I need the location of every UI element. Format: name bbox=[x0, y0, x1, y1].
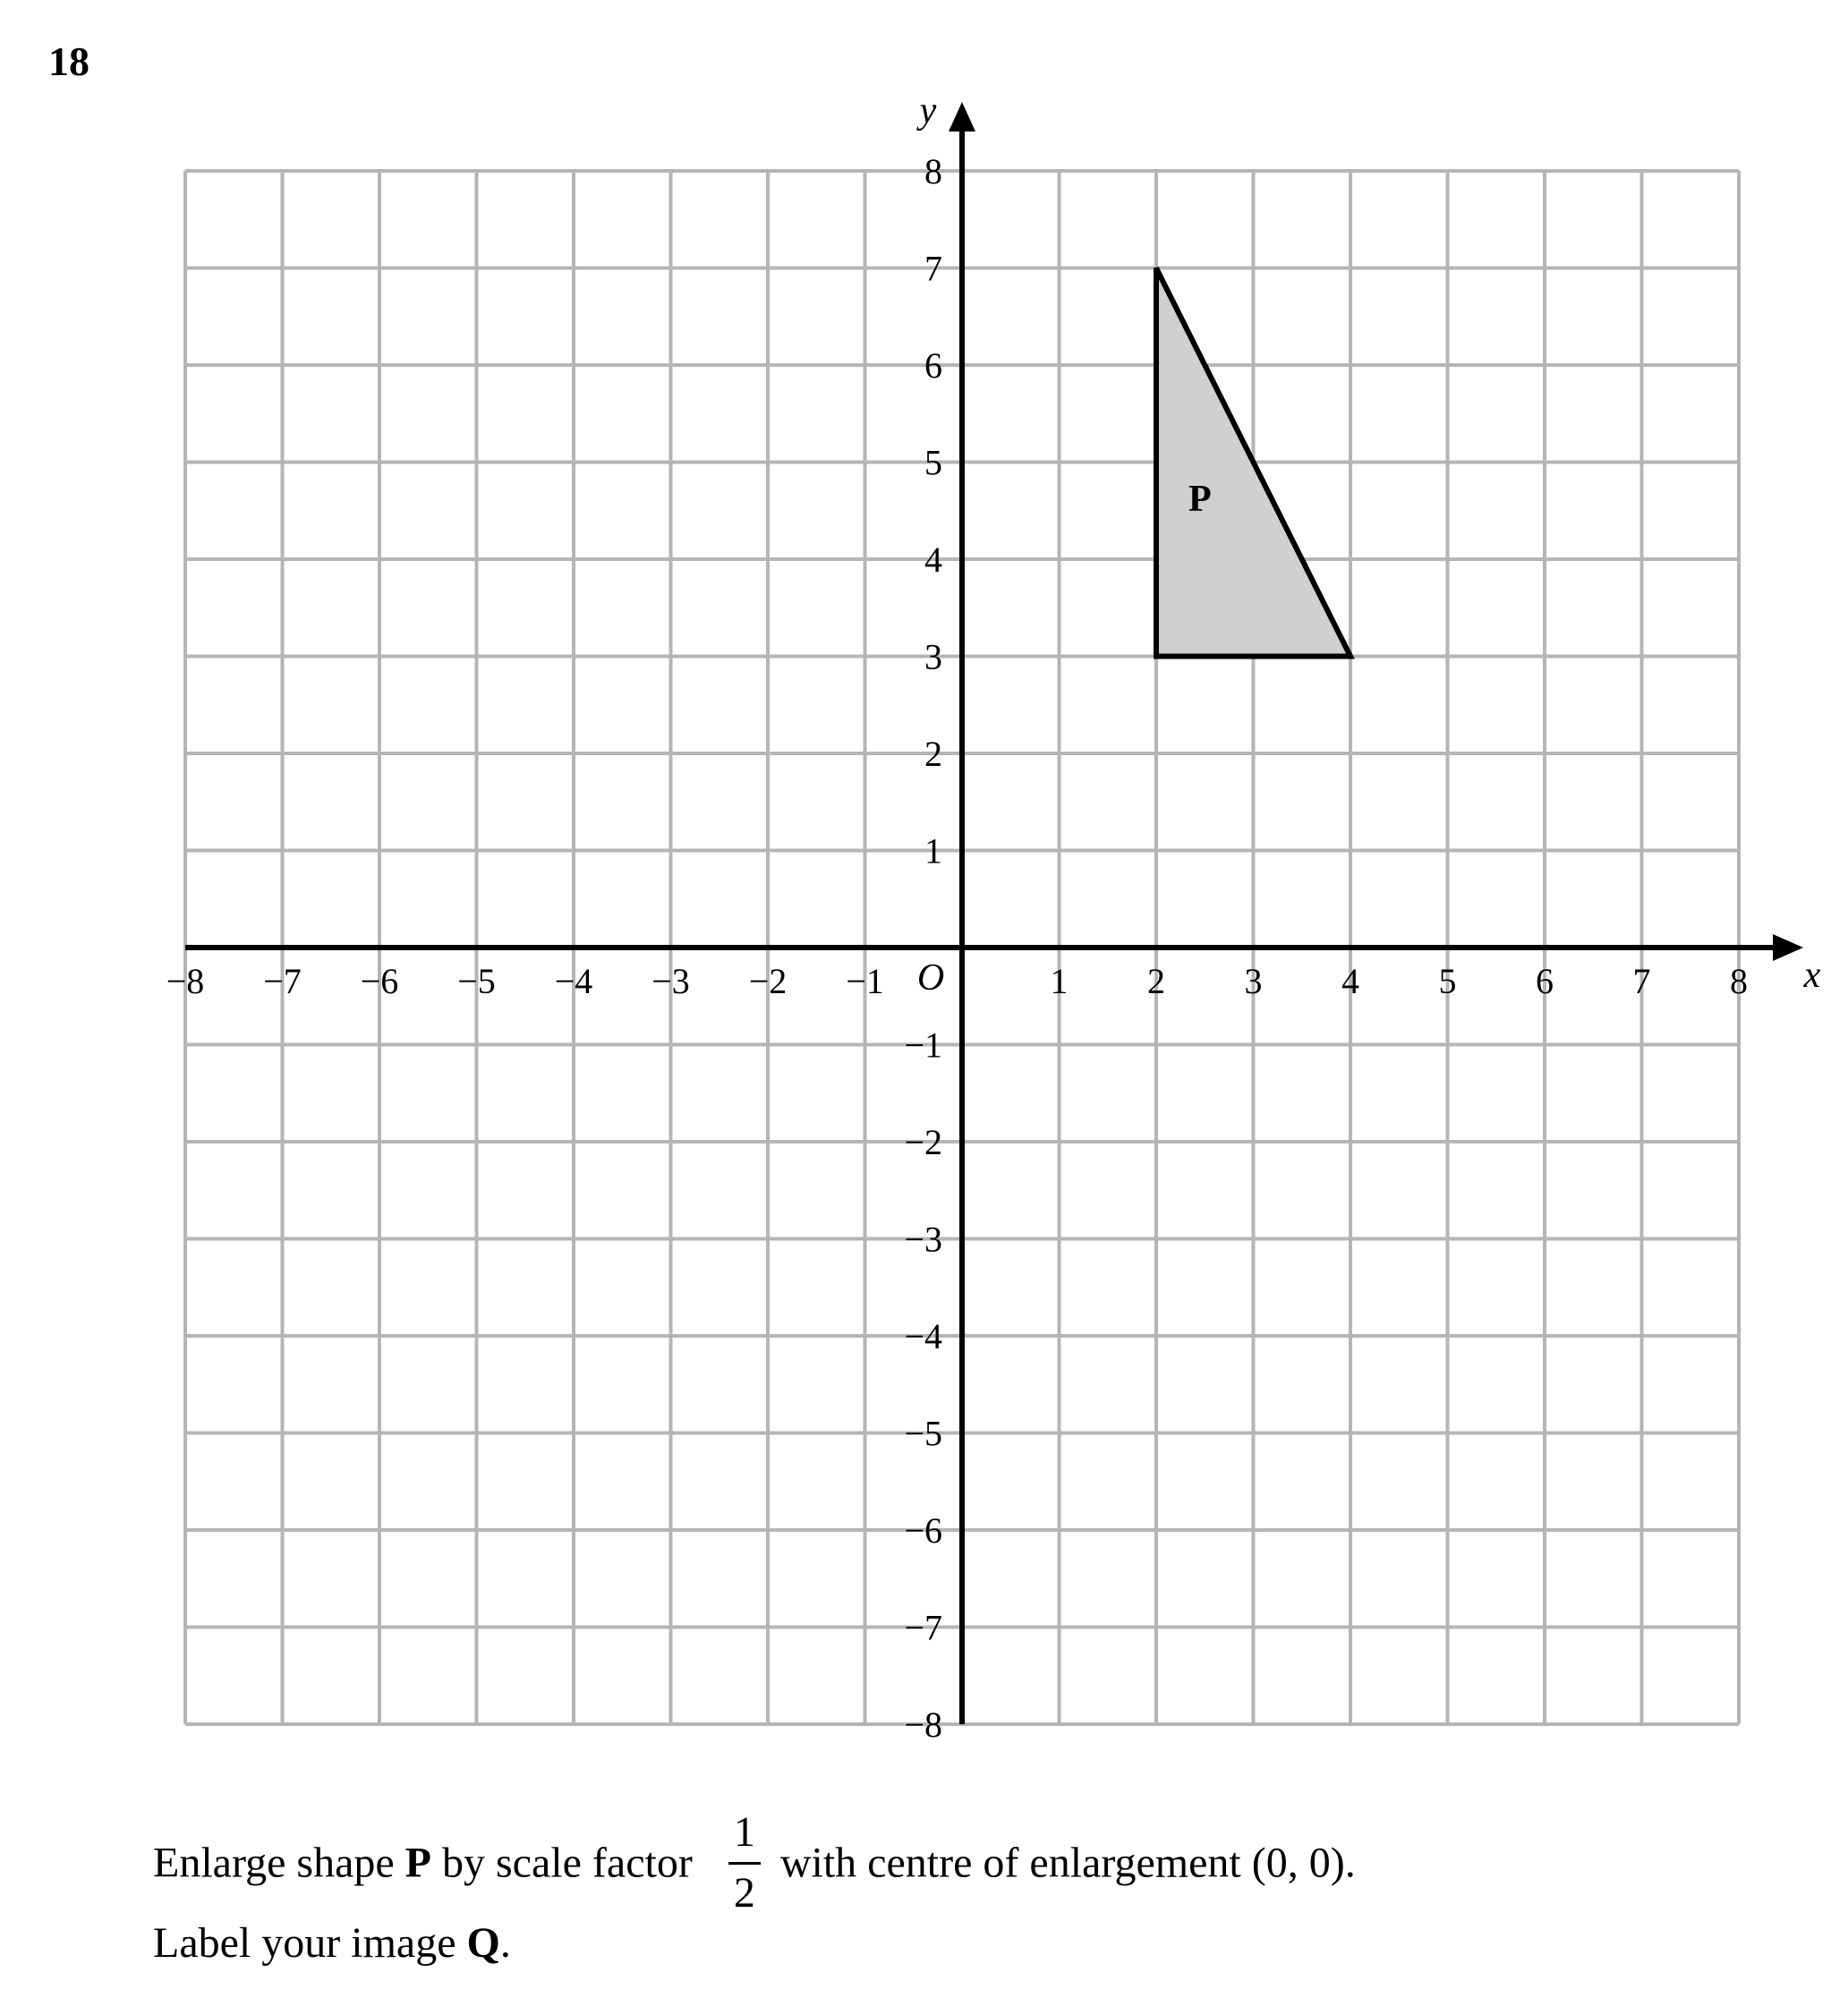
x-tick-label: 4 bbox=[1341, 961, 1359, 1001]
x-tick-label: 5 bbox=[1438, 961, 1457, 1001]
y-tick-label: 4 bbox=[924, 540, 942, 580]
label-text-before: Label your image bbox=[153, 1919, 467, 1967]
instruction-text-before: Enlarge shape bbox=[153, 1839, 405, 1887]
y-tick-label: −5 bbox=[904, 1413, 942, 1454]
x-tick-label: −1 bbox=[846, 961, 884, 1001]
x-tick-label: −5 bbox=[457, 961, 496, 1001]
x-tick-label: −7 bbox=[263, 961, 302, 1001]
x-tick-label: 8 bbox=[1730, 961, 1748, 1001]
x-tick-label: 7 bbox=[1632, 961, 1651, 1001]
y-tick-label: −3 bbox=[904, 1219, 942, 1260]
instruction-line-1 bbox=[153, 1808, 1356, 1921]
y-tick-label: −4 bbox=[904, 1316, 942, 1356]
y-tick-label: −8 bbox=[904, 1705, 942, 1745]
shape-p-label: P bbox=[1188, 478, 1212, 520]
y-tick-label: 2 bbox=[924, 734, 942, 774]
y-tick-label: 1 bbox=[924, 830, 942, 871]
origin-label: O bbox=[916, 957, 945, 999]
shape-name-p: P bbox=[405, 1839, 431, 1887]
fraction-denominator: 2 bbox=[733, 1868, 755, 1917]
scale-factor-fraction bbox=[728, 1809, 761, 1917]
y-tick-label: −1 bbox=[904, 1025, 942, 1066]
x-tick-label: 6 bbox=[1536, 961, 1554, 1001]
x-tick-label: −6 bbox=[360, 961, 399, 1001]
image-name-q: Q bbox=[466, 1919, 500, 1967]
y-tick-label: −6 bbox=[904, 1510, 942, 1551]
x-axis-arrow-icon bbox=[1773, 934, 1803, 961]
label-text-after: . bbox=[499, 1919, 511, 1967]
y-tick-label: 3 bbox=[924, 636, 942, 677]
y-tick-label: −7 bbox=[904, 1607, 942, 1648]
y-axis-arrow-icon bbox=[949, 102, 975, 132]
y-tick-label: 5 bbox=[924, 442, 942, 483]
axes bbox=[185, 102, 1803, 1724]
y-tick-label: −2 bbox=[904, 1122, 942, 1162]
x-axis-label: x bbox=[1803, 955, 1821, 996]
question-number: 18 bbox=[48, 38, 89, 84]
instruction-text-after: with centre of enlargement (0, 0). bbox=[779, 1839, 1356, 1887]
x-tick-label: −4 bbox=[554, 961, 593, 1001]
x-tick-label: −2 bbox=[748, 961, 788, 1001]
y-tick-label: 6 bbox=[924, 345, 942, 386]
y-tick-label: 7 bbox=[924, 248, 942, 289]
x-tick-label: −3 bbox=[651, 961, 690, 1001]
instruction-text-middle: by scale factor bbox=[431, 1839, 693, 1887]
tick-labels bbox=[166, 90, 1821, 1745]
y-tick-label: 8 bbox=[924, 151, 942, 191]
fraction-numerator: 1 bbox=[728, 1809, 761, 1865]
x-tick-label: 1 bbox=[1050, 961, 1069, 1001]
instruction-line-2 bbox=[153, 1919, 511, 1967]
x-tick-label: −8 bbox=[166, 961, 205, 1001]
x-tick-label: 2 bbox=[1147, 961, 1165, 1001]
x-tick-label: 3 bbox=[1244, 961, 1263, 1001]
y-axis-label: y bbox=[919, 90, 937, 132]
